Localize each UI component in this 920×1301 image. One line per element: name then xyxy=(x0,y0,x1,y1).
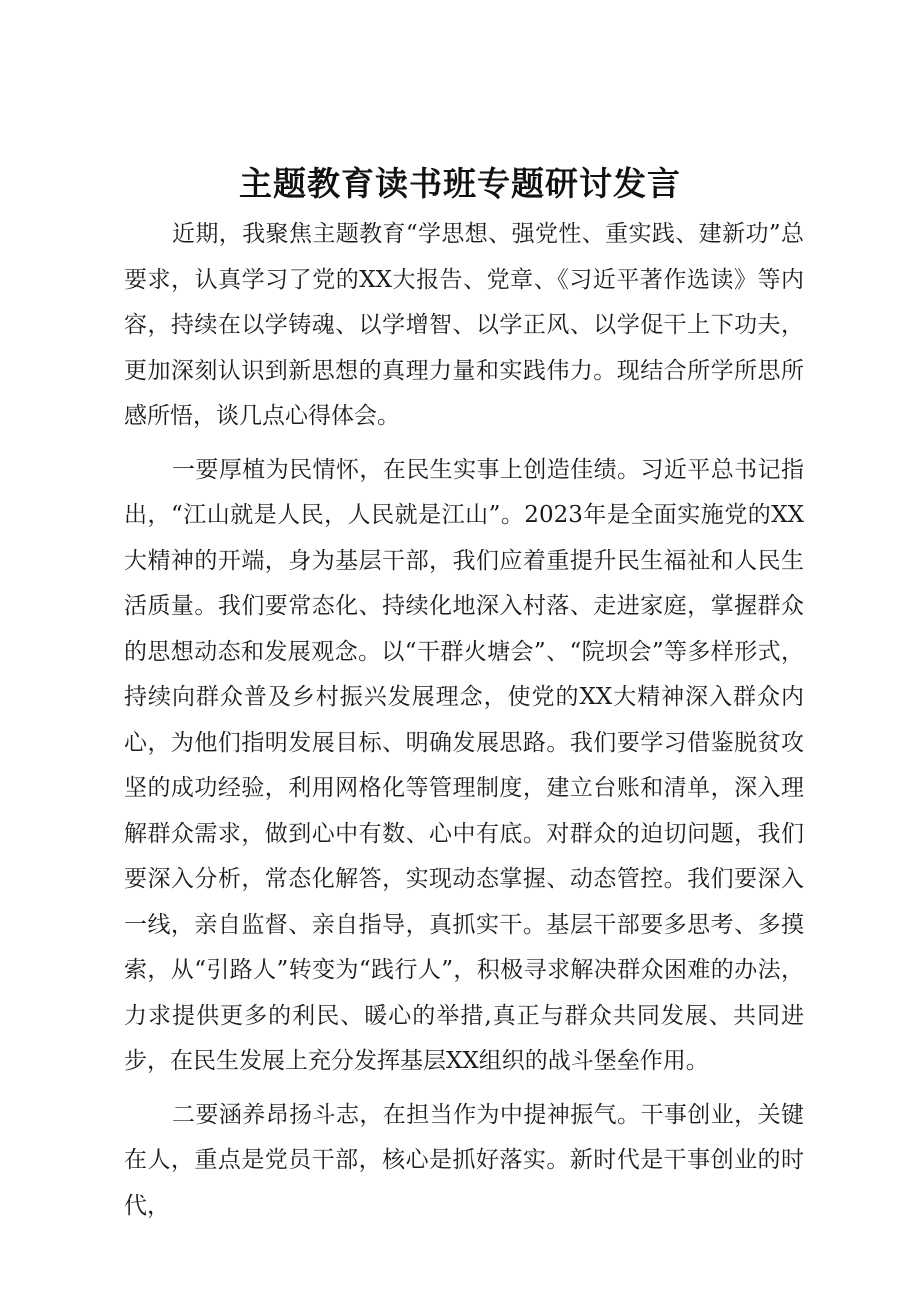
paragraph-point-one: 一要厚植为民情怀，在民生实事上创造佳绩。习近平总书记指出，“江山就是人民，人民就是江山”。2023年是全面实施党的XX大精神的开端，身为基层干部，我们应着重提升民生福祉和人民生活质量。我们要常态化、持续化地深入村落、走进家庭，掌握群众的思想动态和发展观念。以“干群火塘会”、“院坝会”等多样形式，持续向群众普及乡村振兴发展理念，使党的XX大精神深入群众内心，为他们指明发展目标、明确发展思路。我们要学习借鉴脱贫攻坚的成功经验，利用网格化等管理制度，建立台账和清单，深入理解群众需求，做到心中有数、心中有底。对群众的迫切问题，我们要深入分析，常态化解答，实现动态掌握、动态管控。我们要深入一线，亲自监督、亲自指导，真抓实干。基层干部要多思考、多摸索，从“引路人”转变为“践行人”，积极寻求解决群众困难的办法，力求提供更多的利民、暖心的举措,真正与群众共同发展、共同进步，在民生发展上充分发挥基层XX组织的战斗堡垒作用。 xyxy=(124,456,804,1074)
paragraph-point-two: 二要涵养昂扬斗志，在担当作为中提神振气。干事创业，关键在人，重点是党员干部，核心是抓好落实。新时代是干事创业的时代， xyxy=(124,1101,804,1219)
document-title: 主题教育读书班专题研讨发言 xyxy=(239,164,681,203)
document-body xyxy=(124,212,804,1229)
paragraph-intro: 近期，我聚焦主题教育“学思想、强党性、重实践、建新功”总要求，认真学习了党的XX大报告、党章、《习近平著作选读》等内容，持续在以学铸魂、以学增智、以学正风、以学促干上下功夫，更加深刻认识到新思想的真理力量和实践伟力。现结合所学所思所感所悟，谈几点心得体会。 xyxy=(124,221,804,429)
